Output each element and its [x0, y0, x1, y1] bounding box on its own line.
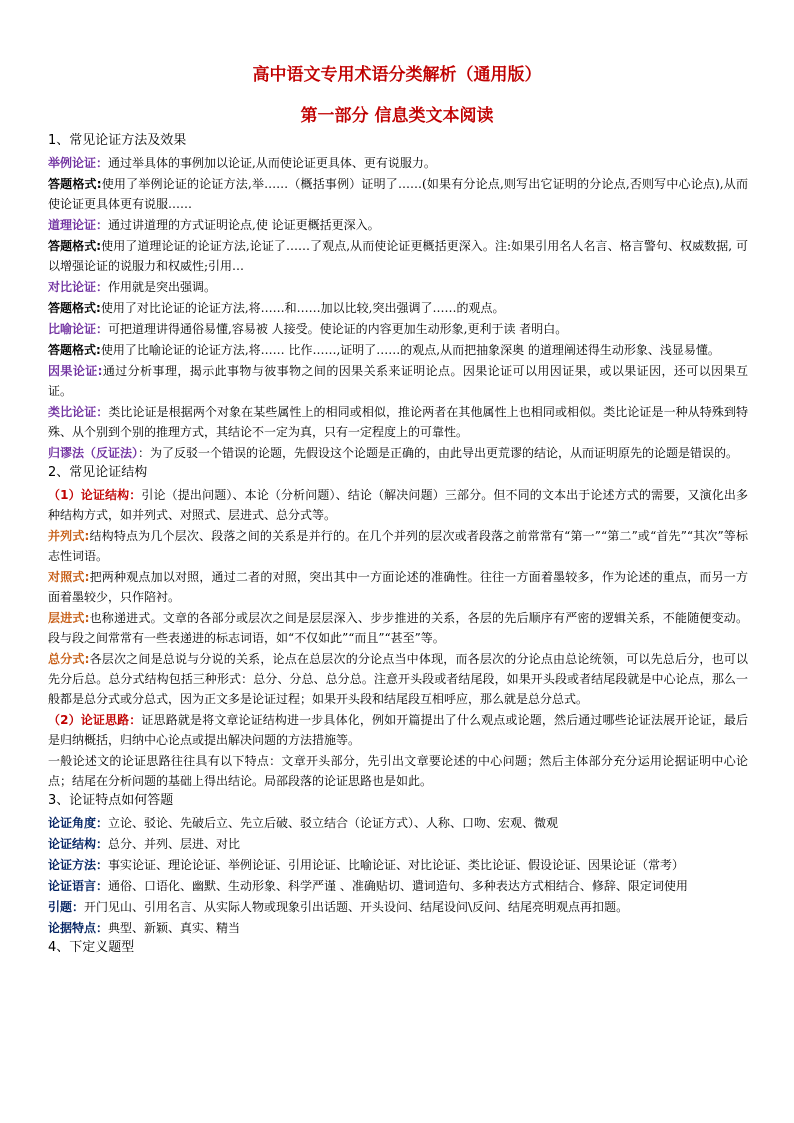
- term-label: 并列式:: [48, 529, 90, 543]
- term-text: 立论、驳论、先破后立、先立后破、驳立结合（论证方式）、人称、口吻、宏观、微观: [108, 816, 559, 830]
- paragraph: [48, 855, 748, 875]
- paragraph: [48, 443, 748, 463]
- section-heading: 4、下定义题型: [48, 940, 135, 955]
- section-heading: 3、论证特点如何答题: [48, 793, 174, 808]
- paragraph: [48, 649, 748, 709]
- term-text: 结构特点为几个层次、段落之间的关系是并行的。在几个并列的层次或者段落之前常常有“第一”“第二”或“首先”“其次”等标志性词语。: [48, 529, 748, 563]
- term-label: 答题格式:: [48, 343, 101, 357]
- term-text: 引论（提出问题）、本论（分析问题）、结论（解决问题）三部分。但不同的文本出于论述方式的需要，又演化出多种结构方式，如并列式、对照式、层进式、总分式等。: [48, 488, 748, 522]
- section-heading: 1、常见论证方法及效果: [48, 133, 187, 148]
- term-text: 类比论证是根据两个对象在某些属性上的相同或相似，推论两者在其他属性上也相同或相似。类比论证是一种从特殊到特殊、从个别到个别的推理方式，其结论不一定为真，只有一定程度上的可靠性。: [48, 405, 748, 439]
- term-text: ：为了反驳一个错误的论题，先假设这个论题是正确的，由此导出更荒谬的结论，从而证明原先的论题是错误的。: [138, 446, 739, 460]
- term-text: 各层次之间是总说与分说的关系，论点在总层次的分论点当中体现，而各层次的分论点由总论统领，可以先总后分，也可以先分后总。总分式结构包括三种形式：总分、分总、总分总。注意开头段或者结尾段，如果开头段或者结尾段就是中心论点，那么一般都是总分式或分总式，因为正文多是论证过程；如果开头段和结尾段互相呼应，那么就是总分总式。: [48, 652, 748, 706]
- term-label: 因果论证:: [48, 364, 103, 378]
- paragraph: [48, 215, 748, 235]
- paragraph: [48, 813, 748, 833]
- term-label: 举例论证：: [48, 156, 109, 170]
- paragraph: [48, 298, 748, 318]
- paragraph: [48, 567, 748, 607]
- term-label: （2）论证思路：: [48, 713, 142, 727]
- paragraph: [48, 876, 748, 896]
- term-label: 道理论证：: [48, 218, 109, 232]
- term-label: （1）论证结构：: [48, 488, 142, 502]
- term-text: 使用了对比论证的论证方法,将……和……加以比较,突出强调了……的观点。: [100, 301, 505, 315]
- term-label: 答题格式:: [48, 177, 102, 191]
- paragraph: [48, 526, 748, 566]
- term-text: 使用了道理论证的论证方法,论证了……了观点,从而使论证更概括更深入。注:如果引用名人名言、格言警句、权威数据, 可以增强论证的说服力和权威性;引用…: [48, 239, 748, 273]
- paragraph: [48, 174, 748, 214]
- term-text: 作用就是突出强调。: [108, 280, 217, 294]
- term-text: 总分、并列、层进、对比: [108, 837, 241, 851]
- term-label: 论证方法：: [48, 858, 109, 872]
- term-text: 可把道理讲得通俗易懂,容易被 人接受。使论证的内容更加生动形象,更利于读 者明白。: [108, 322, 568, 336]
- term-label: 答题格式:: [48, 239, 102, 253]
- term-label: 比喻论证：: [48, 322, 109, 336]
- term-text: 使用了比喻论证的论证方法,将…… 比作……,证明了……的观点,从而把抽象深奥 的道理阐述得生动形象、浅显易懂。: [100, 343, 720, 357]
- paragraph: [48, 710, 748, 750]
- term-label: 论据特点：: [48, 921, 109, 935]
- term-label: 对比论证：: [48, 280, 109, 294]
- term-text: 也称递进式。文章的各部分或层次之间是层层深入、步步推进的关系，各层的先后顺序有严密的逻辑关系，不能随便变动。段与段之间常常有一些表递进的标志词语，如“不仅如此”“而且”“甚至”等。: [48, 611, 748, 645]
- term-label: 论证结构：: [48, 837, 109, 851]
- paragraph: [48, 340, 748, 360]
- term-text: 通过讲道理的方式证明论点,使 论证更概括更深入。: [108, 218, 380, 232]
- term-text: 一般论述文的论证思路往往具有以下特点：文章开头部分，先引出文章要论述的中心问题；然后主体部分充分运用论据证明中心论点；结尾在分析问题的基础上得出结论。局部段落的论证思路也是如此。: [48, 754, 748, 788]
- paragraph: [48, 918, 748, 938]
- paragraph: [48, 751, 748, 791]
- term-text: 把两种观点加以对照，通过二者的对照，突出其中一方面论述的准确性。往往一方面着墨较多，作为论述的重点，而另一方面着墨较少，只作陪衬。: [48, 570, 748, 604]
- document-title: 高中语文专用术语分类解析（通用版）: [252, 65, 542, 85]
- term-label: 层进式:: [48, 611, 90, 625]
- document-body: [48, 132, 748, 960]
- term-label: 类比论证：: [48, 405, 109, 419]
- term-text: 使用了举例论证的论证方法,举……（概括事例）证明了……(如果有分论点,则写出它证明的分论点,否则写中心论点),从而使论证更具体更有说服……: [48, 177, 748, 211]
- term-text: 证思路就是将文章论证结构进一步具体化，例如开篇提出了什么观点或论题，然后通过哪些论证法展开论证，最后是归纳概括，归纳中心论点或提出解决问题的方法措施等。: [48, 713, 748, 747]
- term-text: 通俗、口语化、幽默、生动形象、科学严谨 、准确贴切、遣词造句、多种表达方式相结合、修辞、限定词使用: [108, 879, 688, 893]
- term-text: 通过分析事理，揭示此事物与彼事物之间的因果关系来证明论点。因果论证可以用因证果，或以果证因，还可以因果互证。: [48, 364, 748, 398]
- term-label: 对照式:: [48, 570, 90, 584]
- section-heading: 2、常见论证结构: [48, 465, 148, 480]
- paragraph: [48, 153, 748, 173]
- term-label: 引题：: [48, 900, 85, 914]
- term-label: 论证角度：: [48, 816, 109, 830]
- paragraph: [48, 402, 748, 442]
- term-label: 答题格式:: [48, 301, 101, 315]
- paragraph: [48, 485, 748, 525]
- term-text: 事实论证、理论论证、举例论证、引用论证、比喻论证、对比论证、类比论证、假设论证、因果论证（常考）: [108, 858, 685, 872]
- term-label: 论证语言：: [48, 879, 109, 893]
- paragraph: [48, 608, 748, 648]
- term-label: 总分式:: [48, 652, 90, 666]
- part-heading: 第一部分 信息类文本阅读: [300, 106, 494, 126]
- term-text: 开门见山、引用名言、从实际人物或现象引出话题、开头设问、结尾设问\反问、结尾亮明观点再扣题。: [84, 900, 629, 914]
- paragraph: [48, 319, 748, 339]
- paragraph: [48, 897, 748, 917]
- term-text: 通过举具体的事例加以论证,从而使论证更具体、更有说服力。: [108, 156, 436, 170]
- paragraph: [48, 277, 748, 297]
- paragraph: [48, 236, 748, 276]
- term-text: 典型、新颖、真实、精当: [108, 921, 241, 935]
- paragraph: [48, 361, 748, 401]
- term-label: 归谬法（反证法）: [48, 446, 139, 460]
- paragraph: [48, 834, 748, 854]
